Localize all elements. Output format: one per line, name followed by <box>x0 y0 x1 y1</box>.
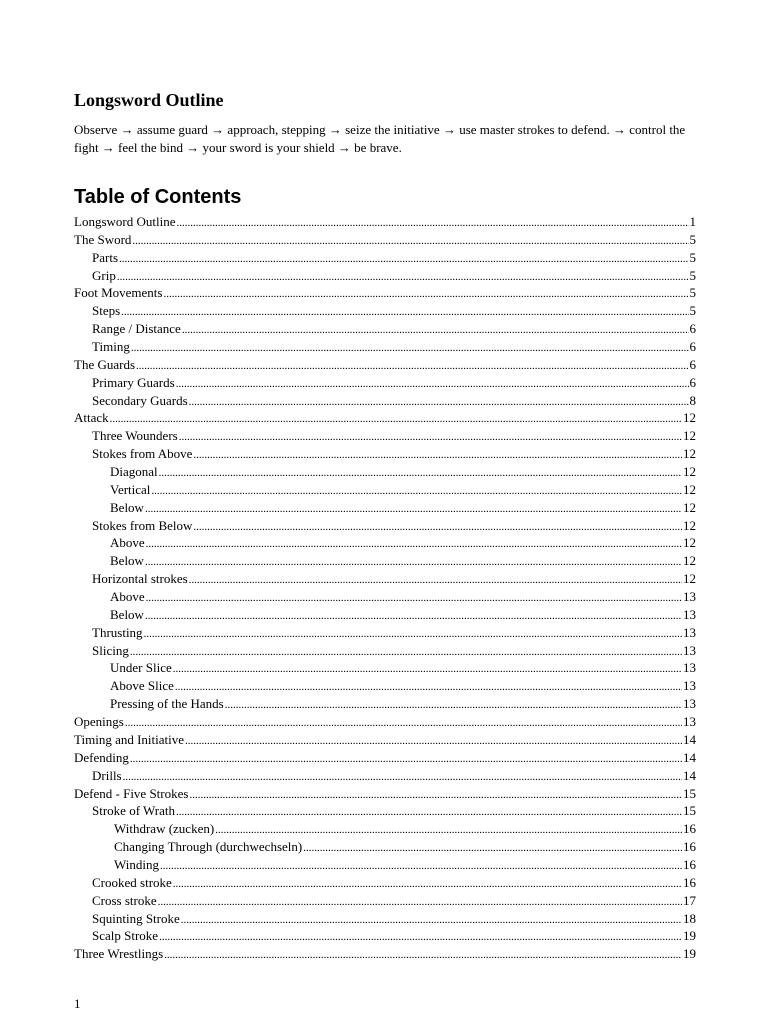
toc-entry-title[interactable]: Pressing of the Hands <box>110 696 224 712</box>
toc-entry-page[interactable]: 13 <box>683 589 696 605</box>
toc-entry-page[interactable]: 6 <box>689 356 696 372</box>
toc-entry-page[interactable]: 13 <box>683 660 696 676</box>
toc-entry[interactable] <box>74 570 696 588</box>
toc-entry-title[interactable]: Cross stroke <box>92 892 157 908</box>
toc-entry-title[interactable]: Foot Movements <box>74 285 163 301</box>
toc-entry-title[interactable]: Three Wrestlings <box>74 946 164 962</box>
toc-entry-title[interactable]: Winding <box>114 856 159 872</box>
toc-entry-title[interactable]: Three Wounders <box>92 428 178 444</box>
document-title: Longsword Outline <box>74 90 224 110</box>
toc-entry[interactable] <box>74 284 696 302</box>
toc-entry-page[interactable]: 16 <box>683 821 696 837</box>
toc-entry-title[interactable]: Above <box>110 589 145 605</box>
toc-entry-title[interactable]: Primary Guards <box>92 374 175 390</box>
toc-entry-title[interactable]: Attack <box>74 410 109 426</box>
toc-entry-title[interactable]: Horizontal strokes <box>92 571 188 587</box>
toc-entry[interactable] <box>74 427 696 445</box>
toc-entry-page[interactable]: 12 <box>683 428 696 444</box>
toc-entry[interactable] <box>74 749 696 767</box>
toc-entry-page[interactable]: 5 <box>689 249 696 265</box>
toc-entry[interactable] <box>74 552 696 570</box>
toc-entry-title[interactable]: Defend - Five Strokes <box>74 785 189 801</box>
toc-entry[interactable] <box>74 785 696 803</box>
toc-entry-title[interactable]: Squinting Stroke <box>92 910 180 926</box>
toc-entry-page[interactable]: 13 <box>683 642 696 658</box>
toc-entry-page[interactable]: 5 <box>689 303 696 319</box>
toc-entry[interactable] <box>74 802 696 820</box>
toc-entry-title[interactable]: Timing and Initiative <box>74 731 185 747</box>
toc-entry-title[interactable]: Slicing <box>92 642 129 658</box>
toc-entry-page[interactable]: 12 <box>683 553 696 569</box>
toc-entry-title[interactable]: Below <box>110 553 144 569</box>
table-of-contents <box>74 213 696 963</box>
toc-entry[interactable] <box>74 856 696 874</box>
toc-entry-page[interactable]: 5 <box>689 285 696 301</box>
toc-entry-title[interactable]: Defending <box>74 749 129 765</box>
toc-entry-page[interactable]: 17 <box>683 892 696 908</box>
toc-entry[interactable] <box>74 874 696 892</box>
toc-entry[interactable] <box>74 499 696 517</box>
toc-entry-title[interactable]: Drills <box>92 767 122 783</box>
toc-entry-page[interactable]: 6 <box>689 339 696 355</box>
toc-entry-page[interactable]: 6 <box>689 321 696 337</box>
toc-entry-page[interactable]: 13 <box>683 696 696 712</box>
toc-entry[interactable] <box>74 927 696 945</box>
toc-entry-title[interactable]: Stokes from Above <box>92 446 193 462</box>
toc-dot-leader <box>164 945 682 965</box>
toc-entry[interactable] <box>74 445 696 463</box>
toc-entry-page[interactable]: 12 <box>683 499 696 515</box>
toc-entry[interactable] <box>74 356 696 374</box>
toc-entry[interactable] <box>74 213 696 231</box>
toc-entry-page[interactable]: 18 <box>683 910 696 926</box>
toc-entry-title[interactable]: Range / Distance <box>92 321 181 337</box>
toc-entry-title[interactable]: Openings <box>74 714 124 730</box>
toc-entry-title[interactable]: Crooked stroke <box>92 874 172 890</box>
toc-entry-title[interactable]: Stroke of Wrath <box>92 803 175 819</box>
toc-entry-page[interactable]: 16 <box>683 874 696 890</box>
toc-entry[interactable] <box>74 302 696 320</box>
toc-entry-page[interactable]: 14 <box>683 731 696 747</box>
toc-entry-page[interactable]: 8 <box>689 392 696 408</box>
toc-entry-page[interactable]: 14 <box>683 767 696 783</box>
toc-entry-title[interactable]: Diagonal <box>110 464 158 480</box>
toc-entry-title[interactable]: Below <box>110 606 144 622</box>
toc-entry-title[interactable]: Vertical <box>110 481 151 497</box>
toc-entry-title[interactable]: Changing Through (durchwechseln) <box>114 839 303 855</box>
toc-entry[interactable] <box>74 642 696 660</box>
toc-entry[interactable] <box>74 409 696 427</box>
toc-entry-title[interactable]: Grip <box>92 267 116 283</box>
toc-entry-title[interactable]: Parts <box>92 249 118 265</box>
toc-entry-page[interactable]: 6 <box>689 374 696 390</box>
toc-entry[interactable] <box>74 267 696 285</box>
toc-entry-title[interactable]: Timing <box>92 339 130 355</box>
toc-entry[interactable] <box>74 820 696 838</box>
toc-entry-title[interactable]: The Sword <box>74 231 132 247</box>
toc-entry-page[interactable]: 12 <box>683 464 696 480</box>
toc-entry[interactable] <box>74 695 696 713</box>
toc-entry-title[interactable]: Steps <box>92 303 121 319</box>
toc-entry-title[interactable]: Secondary Guards <box>92 392 188 408</box>
intro-paragraph: Observe → assume guard → approach, stepping → seize the initiative → use master strokes to defend. → control the fight → feel the bind → your sword is your shield → be brave. <box>74 122 686 155</box>
toc-entry[interactable] <box>74 374 696 392</box>
toc-entry[interactable] <box>74 517 696 535</box>
toc-entry[interactable] <box>74 945 696 963</box>
toc-entry[interactable] <box>74 534 696 552</box>
page-number: 1 <box>74 996 81 1011</box>
toc-entry[interactable] <box>74 659 696 677</box>
toc-entry-title[interactable]: Stokes from Below <box>92 517 193 533</box>
toc-entry[interactable] <box>74 338 696 356</box>
toc-entry[interactable] <box>74 392 696 410</box>
toc-entry[interactable] <box>74 838 696 856</box>
toc-entry-title[interactable]: Thrusting <box>92 624 143 640</box>
toc-entry[interactable] <box>74 731 696 749</box>
toc-entry-title[interactable]: Longsword Outline <box>74 214 176 229</box>
toc-entry-page[interactable]: 15 <box>683 785 696 801</box>
toc-entry-page[interactable]: 12 <box>683 517 696 533</box>
toc-entry-page[interactable]: 1 <box>689 214 696 229</box>
toc-entry[interactable] <box>74 481 696 499</box>
toc-entry-page[interactable]: 14 <box>683 749 696 765</box>
toc-entry-page[interactable]: 5 <box>689 231 696 247</box>
toc-entry-title[interactable]: Scalp Stroke <box>92 928 159 944</box>
toc-entry-page[interactable]: 13 <box>683 714 696 730</box>
toc-entry-page[interactable]: 16 <box>683 839 696 855</box>
toc-entry-page[interactable]: 12 <box>683 446 696 462</box>
toc-entry[interactable] <box>74 892 696 910</box>
toc-entry[interactable] <box>74 606 696 624</box>
toc-entry-title[interactable]: Below <box>110 499 144 515</box>
toc-entry-page[interactable]: 13 <box>683 624 696 640</box>
toc-entry-page[interactable]: 19 <box>683 946 696 962</box>
toc-entry[interactable] <box>74 624 696 642</box>
toc-entry[interactable] <box>74 231 696 249</box>
toc-entry-page[interactable]: 19 <box>683 928 696 944</box>
toc-entry[interactable] <box>74 588 696 606</box>
toc-entry-title[interactable]: Above <box>110 535 145 551</box>
toc-entry-page[interactable]: 12 <box>683 481 696 497</box>
toc-entry-page[interactable]: 16 <box>683 856 696 872</box>
toc-entry[interactable] <box>74 677 696 695</box>
toc-entry-page[interactable]: 13 <box>683 606 696 622</box>
toc-heading: Table of Contents <box>74 186 242 208</box>
toc-entry-title[interactable]: Withdraw (zucken) <box>114 821 215 837</box>
toc-entry-title[interactable]: Above Slice <box>110 678 174 694</box>
toc-entry[interactable] <box>74 320 696 338</box>
toc-entry-page[interactable]: 13 <box>683 678 696 694</box>
toc-entry-page[interactable]: 12 <box>683 535 696 551</box>
toc-entry[interactable] <box>74 910 696 928</box>
toc-entry-title[interactable]: The Guards <box>74 356 136 372</box>
toc-entry[interactable] <box>74 713 696 731</box>
toc-entry-title[interactable]: Under Slice <box>110 660 172 676</box>
toc-entry[interactable] <box>74 767 696 785</box>
toc-entry[interactable] <box>74 249 696 267</box>
toc-entry-page[interactable]: 5 <box>689 267 696 283</box>
toc-entry-page[interactable]: 12 <box>683 571 696 587</box>
toc-entry-page[interactable]: 12 <box>683 410 696 426</box>
toc-entry-page[interactable]: 15 <box>683 803 696 819</box>
toc-entry[interactable] <box>74 463 696 481</box>
